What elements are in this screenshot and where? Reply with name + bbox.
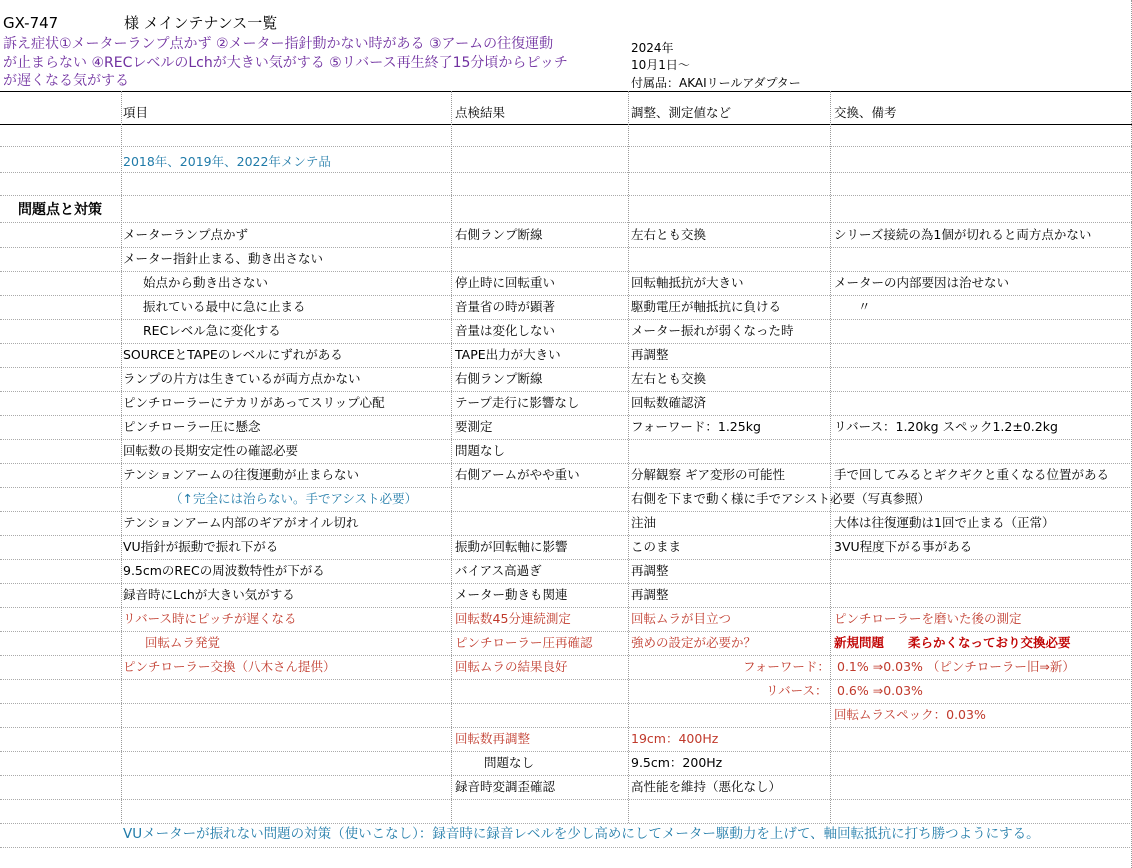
row-adjust: 右側を下まで動く様に手でアシスト必要（写真参照）: [631, 491, 931, 506]
row-item: 録音時にLchが大きい気がする: [123, 587, 295, 602]
column-divider: [628, 91, 629, 823]
column-divider: [830, 91, 831, 823]
row-result: 右側ランプ断線: [455, 371, 543, 386]
row-item: メーターランプ点かず: [123, 227, 249, 242]
row-item: ピンチローラー圧に懸念: [123, 419, 261, 434]
row-result: ピンチローラー圧再確認: [455, 635, 593, 650]
row-note: 3VU程度下がる事がある: [834, 539, 973, 554]
row-item: メーター指針止まる、動き出さない: [123, 251, 324, 266]
row-note: 0.1% ⇒0.03% （ピンチローラー旧⇒新）: [837, 659, 1075, 674]
row-item: ランプの片方は生きているが両方点かない: [123, 371, 361, 386]
row-adjust: 再調整: [631, 587, 669, 602]
row-result: テープ走行に影響なし: [455, 395, 580, 410]
row-note: 手で回してみるとギクギクと重くなる位置がある: [834, 467, 1110, 482]
header-divider: [0, 91, 1132, 92]
grid-line: [0, 679, 1132, 680]
grid-line: [0, 847, 1132, 848]
row-adjust: 左右とも交換: [631, 227, 707, 242]
grid-line: [0, 751, 1132, 752]
row-item: 回転数の長期安定性の確認必要: [123, 443, 299, 458]
accessory-label: 付属品：AKAIリールアダプター: [631, 76, 801, 90]
column-divider: [121, 91, 122, 823]
column-divider: [451, 91, 452, 823]
row-item: RECレベル急に変化する: [143, 323, 281, 338]
row-item: SOURCEとTAPEのレベルにずれがある: [123, 347, 343, 362]
row-adjust: 再調整: [631, 563, 669, 578]
row-item: ピンチローラー交換（八木さん提供）: [123, 659, 336, 674]
row-adjust: 注油: [631, 515, 657, 530]
row-result: 停止時に回転重い: [455, 275, 556, 290]
row-note: メーターの内部要因は治せない: [834, 275, 1010, 290]
row-adjust: メーター振れが弱くなった時: [631, 323, 794, 338]
row-note-label: 新規問題: [834, 635, 885, 650]
complaint-line-1: 訴え症状①メーターランプ点かず ②メーター指針動かない時がある ③アームの往復運動: [3, 36, 554, 52]
row-adjust: このまま: [631, 539, 682, 554]
date-label: 10月1日〜: [631, 58, 690, 72]
grid-line: [0, 222, 1132, 223]
row-item: テンションアーム内部のギアがオイル切れ: [123, 515, 359, 530]
row-adjust: 回転ムラが目立つ: [631, 611, 732, 626]
row-result: バイアス高過ぎ: [455, 563, 542, 578]
sheet-title: 様 メインテナンス一覧: [124, 14, 278, 32]
row-result: 問題なし: [455, 443, 506, 458]
column-header-note: 交換、備考: [834, 105, 897, 120]
row-note: 0.6% ⇒0.03%: [837, 683, 923, 698]
row-result: 音量省の時が顕著: [455, 299, 556, 314]
row-result: 振動が回転軸に影響: [455, 539, 568, 554]
column-header-adjust: 調整、測定値など: [631, 105, 732, 120]
row-adjust: リバース：: [766, 683, 828, 698]
row-result: 問題なし: [484, 755, 535, 770]
row-result: 録音時変調歪確認: [455, 779, 556, 794]
row-result: 回転数再調整: [455, 731, 531, 746]
row-item: テンションアームの往復運動が止まらない: [123, 467, 359, 482]
row-result: 右側ランプ断線: [455, 227, 543, 242]
grid-line: [0, 146, 1132, 147]
row-note: 〃: [858, 299, 871, 314]
row-adjust: 左右とも交換: [631, 371, 707, 386]
row-item: （↑完全には治らない。手でアシスト必要）: [170, 491, 418, 506]
row-result: 音量は変化しない: [455, 323, 556, 338]
row-result: 要測定: [455, 419, 493, 434]
row-note: ピンチローラーを磨いた後の測定: [834, 611, 1022, 626]
row-note: リバース：1.20kg スペック1.2±0.2kg: [834, 419, 1058, 434]
row-adjust: 回転数確認済: [631, 395, 707, 410]
row-item: リバース時にピッチが遅くなる: [123, 611, 297, 626]
row-result: メーター動きも関連: [455, 587, 568, 602]
row-adjust: 19cm：400Hz: [631, 731, 719, 746]
year-label: 2024年: [631, 41, 674, 55]
section-title: 問題点と対策: [18, 202, 102, 218]
grid-line: [0, 195, 1132, 196]
row-adjust: 回転軸抵抗が大きい: [631, 275, 744, 290]
row-item: ピンチローラーにテカリがあってスリップ心配: [123, 395, 385, 410]
row-result: 回転数45分連続測定: [455, 611, 571, 626]
row-adjust: 9.5cm：200Hz: [631, 755, 723, 770]
grid-line: [0, 799, 1132, 800]
column-header-item: 項目: [123, 105, 149, 120]
row-adjust: フォーワード：1.25kg: [631, 419, 761, 434]
row-adjust: フォーワード：: [743, 659, 830, 674]
row-note: 回転ムラスペック：0.03%: [834, 707, 986, 722]
row-item: 始点から動き出さない: [143, 275, 269, 290]
row-item: 振れている最中に急に止まる: [143, 299, 306, 314]
row-note: シリーズ接続の為1個が切れると両方点かない: [834, 227, 1092, 242]
complaint-line-2: が止まらない ④RECレベルのLchが大きい気がする ⑤リバース再生終了15分頃からピッチ: [3, 55, 568, 71]
row-result: TAPE出力が大きい: [455, 347, 561, 362]
history-note: 2018年、2019年、2022年メンテ品: [123, 154, 331, 169]
column-header-result: 点検結果: [455, 105, 506, 120]
row-adjust: 再調整: [631, 347, 669, 362]
footer-note: VUメーターが振れない問題の対策（使いこなし）：録音時に録音レベルを少し高めにしてメーター駆動力を上げて、軸回転抵抗に打ち勝つようにする。: [123, 826, 1040, 842]
row-adjust: 強めの設定が必要か？: [631, 635, 757, 650]
row-adjust: 高性能を維持（悪化なし）: [631, 779, 782, 794]
grid-line: [0, 727, 1132, 728]
row-adjust: 駆動電圧が軸抵抗に負ける: [631, 299, 782, 314]
row-item: VU指針が振動で振れ下がる: [123, 539, 279, 554]
grid-line: [0, 775, 1132, 776]
column-header-divider: [0, 124, 1132, 125]
complaint-line-3: が遅くなる気がする: [3, 73, 129, 89]
row-result: 回転ムラの結果良好: [455, 659, 568, 674]
row-item: 回転ムラ発覚: [145, 635, 221, 650]
row-item: 9.5cmのRECの周波数特性が下がる: [123, 563, 325, 578]
row-adjust: 分解観察 ギア変形の可能性: [631, 467, 785, 482]
row-result: 右側アームがやや重い: [455, 467, 580, 482]
model-number: GX-747: [3, 14, 59, 32]
row-note: 大体は往復運動は1回で止まる（正常）: [834, 515, 1055, 530]
row-note-detail: 柔らかくなっており交換必要: [908, 635, 1071, 650]
